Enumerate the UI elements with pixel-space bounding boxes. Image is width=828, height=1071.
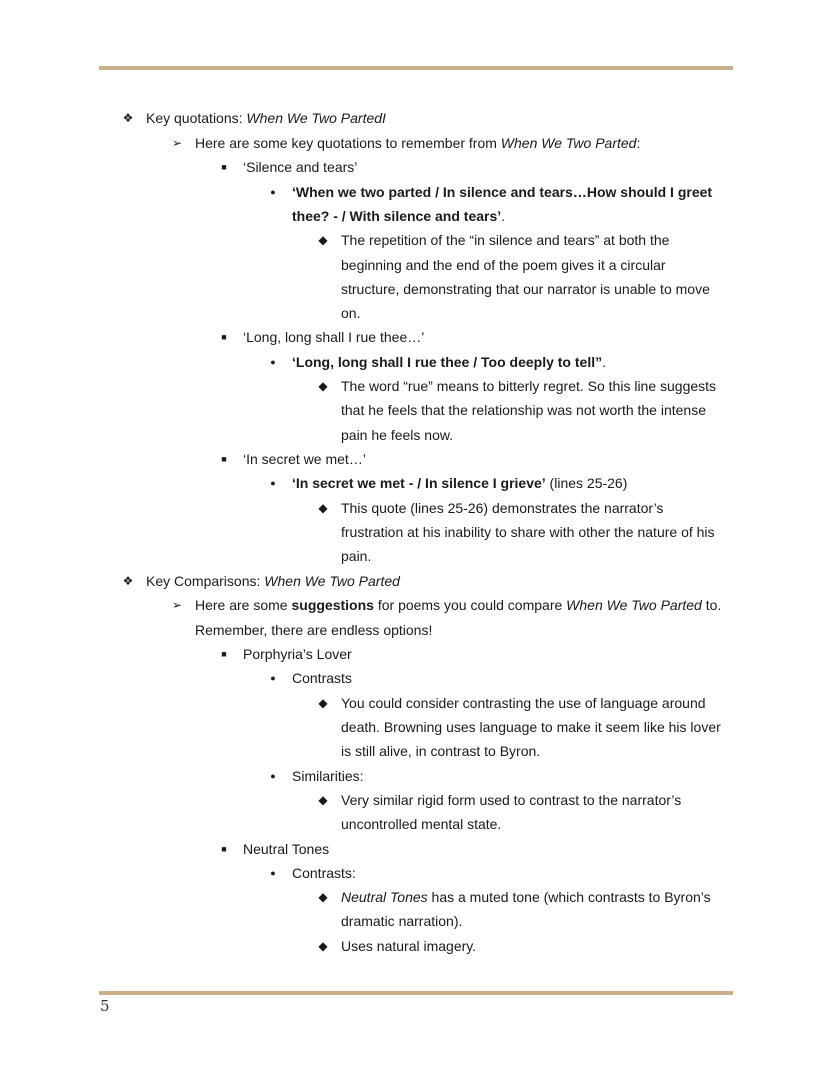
contrasts-label: Contrasts bbox=[292, 670, 352, 686]
quote-text: ‘When we two parted / In silence and tears…How should I greet bbox=[292, 184, 713, 200]
quote-label-long-long: ‘Long, long shall I rue thee…’ bbox=[243, 329, 425, 345]
footer-rule bbox=[99, 991, 733, 995]
quote-text: ‘In secret we met - / In silence I grieve’ (lines 25-26) bbox=[292, 475, 628, 491]
analysis-note: The word “rue” means to bitterly regret. So this line suggests bbox=[341, 378, 717, 394]
analysis-note: This quote (lines 25-26) demonstrates the narrator’s bbox=[341, 500, 664, 516]
filled-diamond-bullet-icon: ◆ bbox=[318, 379, 328, 393]
dot-bullet-icon: ● bbox=[270, 357, 276, 367]
comparison-note: Very similar rigid form used to contrast to the narrator’s bbox=[341, 792, 682, 808]
diamond-bullet-icon: ❖ bbox=[122, 574, 134, 588]
poem-neutral-tones: Neutral Tones bbox=[243, 841, 330, 857]
square-bullet-icon: ■ bbox=[221, 162, 227, 172]
quote-label-in-secret: ‘In secret we met…’ bbox=[243, 451, 366, 467]
analysis-note: pain. bbox=[341, 548, 372, 564]
comparisons-intro: Here are some suggestions for poems you could compare When We Two Parted to. bbox=[195, 597, 722, 613]
analysis-note: that he feels that the relationship was not worth the intense bbox=[341, 402, 707, 418]
square-bullet-icon: ■ bbox=[221, 332, 227, 342]
comparisons-intro: Remember, there are endless options! bbox=[195, 622, 433, 638]
comparison-note: Uses natural imagery. bbox=[341, 938, 477, 954]
filled-diamond-bullet-icon: ◆ bbox=[318, 890, 328, 904]
dot-bullet-icon: ● bbox=[270, 187, 276, 197]
quote-text: thee? - / With silence and tears’. bbox=[292, 208, 506, 224]
square-bullet-icon: ■ bbox=[221, 649, 227, 659]
comparison-note: Neutral Tones has a muted tone (which contrasts to Byron’s bbox=[341, 889, 711, 905]
section-heading-key-quotations: Key quotations: When We Two PartedI bbox=[146, 110, 386, 126]
analysis-note: beginning and the end of the poem gives it a circular bbox=[341, 257, 666, 273]
poem-porphyrias-lover: Porphyria’s Lover bbox=[243, 646, 352, 662]
header-rule bbox=[99, 66, 733, 70]
diamond-bullet-icon: ❖ bbox=[122, 111, 134, 125]
quote-text: ‘Long, long shall I rue thee / Too deeply to tell”. bbox=[292, 354, 606, 370]
comparison-note: uncontrolled mental state. bbox=[341, 816, 502, 832]
dot-bullet-icon: ● bbox=[270, 478, 276, 488]
filled-diamond-bullet-icon: ◆ bbox=[318, 501, 328, 515]
section-heading-key-comparisons: Key Comparisons: When We Two Parted bbox=[146, 573, 400, 589]
dot-bullet-icon: ● bbox=[270, 868, 276, 878]
dot-bullet-icon: ● bbox=[270, 673, 276, 683]
comparison-note: is still alive, in contrast to Byron. bbox=[341, 743, 541, 759]
quote-label-silence-and-tears: ‘Silence and tears’ bbox=[243, 159, 358, 175]
dot-bullet-icon: ● bbox=[270, 771, 276, 781]
analysis-note: The repetition of the “in silence and tears” at both the bbox=[341, 232, 670, 248]
filled-diamond-bullet-icon: ◆ bbox=[318, 696, 328, 710]
similarities-label: Similarities: bbox=[292, 768, 364, 784]
filled-diamond-bullet-icon: ◆ bbox=[318, 939, 328, 953]
contrasts-label: Contrasts: bbox=[292, 865, 356, 881]
analysis-note: pain he feels now. bbox=[341, 427, 454, 443]
square-bullet-icon: ■ bbox=[221, 844, 227, 854]
arrow-bullet-icon: ➢ bbox=[171, 136, 183, 150]
arrow-bullet-icon: ➢ bbox=[171, 598, 183, 612]
filled-diamond-bullet-icon: ◆ bbox=[318, 793, 328, 807]
filled-diamond-bullet-icon: ◆ bbox=[318, 233, 328, 247]
comparison-note: death. Browning uses language to make it seem like his lover bbox=[341, 719, 721, 735]
quotations-intro: Here are some key quotations to remember from When We Two Parted: bbox=[195, 135, 641, 151]
analysis-note: structure, demonstrating that our narrator is unable to move bbox=[341, 281, 710, 297]
page-number: 5 bbox=[100, 997, 110, 1015]
square-bullet-icon: ■ bbox=[221, 454, 227, 464]
analysis-note: frustration at his inability to share with other the nature of his bbox=[341, 524, 715, 540]
comparison-note: dramatic narration). bbox=[341, 913, 463, 929]
analysis-note: on. bbox=[341, 305, 361, 321]
comparison-note: You could consider contrasting the use of language around bbox=[341, 695, 706, 711]
